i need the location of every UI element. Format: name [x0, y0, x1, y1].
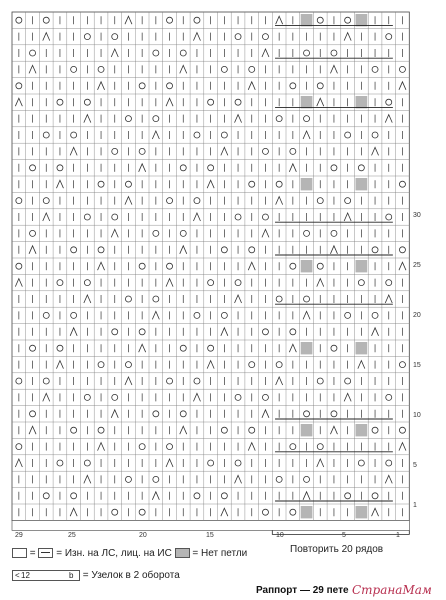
- watermark-logo: СтранаМам: [352, 583, 432, 597]
- no-stitch-cell: [356, 260, 368, 272]
- no-stitch-cell: [356, 14, 368, 26]
- legend-knot-symbol: < 12 b: [12, 570, 80, 581]
- no-stitch-cell: [301, 506, 313, 518]
- legend-knot-number: 12: [21, 571, 30, 580]
- no-stitch-cell: [356, 96, 368, 108]
- col-label-10: 10: [276, 532, 284, 539]
- rapport-caption: Раппорт — 29 пете: [256, 585, 349, 596]
- col-label-25: 25: [68, 532, 76, 539]
- no-stitch-cell: [301, 178, 313, 190]
- legend-purl-knit-text: Изн. на ЛС, лиц. на ИС: [64, 548, 172, 559]
- legend-dash-cell: [38, 548, 53, 558]
- legend-empty-cell: [12, 548, 27, 558]
- legend-line-2: [12, 570, 180, 581]
- repeat-brace: [272, 530, 409, 534]
- col-label-15: 15: [206, 532, 214, 539]
- column-number-strip: [12, 520, 409, 530]
- legend-grey-cell: [175, 548, 190, 558]
- no-stitch-cell: [301, 342, 313, 354]
- legend-eq-1: =: [29, 548, 36, 559]
- no-stitch-cell: [356, 506, 368, 518]
- col-label-5: 5: [342, 532, 346, 539]
- col-label-29: 29: [15, 532, 23, 539]
- legend-eq-4: =: [82, 570, 89, 582]
- row-label-30: 30: [413, 212, 421, 219]
- no-stitch-cell: [356, 342, 368, 354]
- row-label-1: 1: [413, 502, 417, 509]
- row-label-10: 10: [413, 412, 421, 419]
- no-stitch-cell: [356, 178, 368, 190]
- no-stitch-cell: [356, 424, 368, 436]
- legend-no-stitch-text: Нет петли: [201, 548, 248, 559]
- row-label-15: 15: [413, 362, 421, 369]
- col-label-1: 1: [396, 532, 400, 539]
- chart-grid: [12, 12, 409, 534]
- legend-knot-text: Узелок в 2 оборота: [91, 570, 180, 582]
- legend-line-1: [12, 548, 247, 559]
- no-stitch-cell: [301, 260, 313, 272]
- col-label-20: 20: [139, 532, 147, 539]
- legend-eq-3: =: [192, 548, 199, 559]
- no-stitch-cell: [301, 96, 313, 108]
- no-stitch-cell: [301, 14, 313, 26]
- row-label-25: 25: [413, 262, 421, 269]
- no-stitch-cell: [301, 424, 313, 436]
- row-label-5: 5: [413, 462, 417, 469]
- row-label-20: 20: [413, 312, 421, 319]
- chart-symbols: [15, 14, 406, 518]
- legend-eq-2: =: [56, 548, 63, 559]
- repeat-instruction: Повторить 20 рядов: [290, 544, 384, 555]
